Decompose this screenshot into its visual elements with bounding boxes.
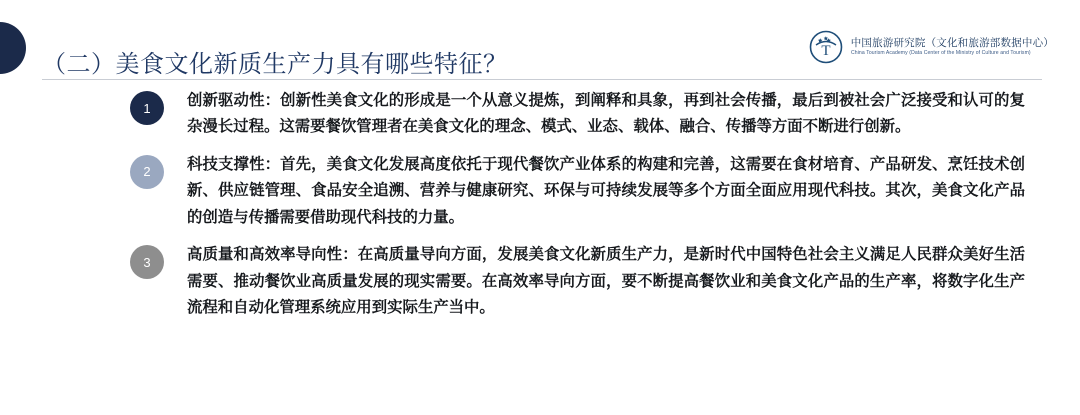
list-item-text: 首先，美食文化发展高度依托于现代餐饮产业体系的构建和完善，这需要在食材培育、产品研发、烹饪技术创新、供应链管理、食品安全追溯、营养与健康研究、环保与可持续发展等多个方面全面应用现代科技。其次，美食文化产品的创造与传播需要借助现代科技的力量。 <box>187 155 1025 226</box>
feature-list <box>130 88 1030 333</box>
page-title: （二）美食文化新质生产力具有哪些特征？ <box>42 52 508 78</box>
list-item-body <box>187 88 1025 141</box>
list-item <box>130 88 1030 141</box>
logo-name-en: China Tourism Academy (Data Center of the Ministry of Culture and Tourism) <box>850 50 1031 57</box>
svg-text:T: T <box>821 43 831 59</box>
list-item-text: 创新性美食文化的形成是一个从意义提炼，到阐释和具象，再到社会传播，最后到被社会广泛接受和认可的复杂漫长过程。这需要餐饮管理者在美食文化的理念、模式、业态、载体、融合、传播等方面不断进行创新。 <box>187 92 1025 136</box>
list-item-text: 在高质量导向方面，发展美食文化新质生产力，是新时代中国特色社会主义满足人民群众美好生活需要、推动餐饮业高质量发展的现实需要。在高效率导向方面，要不断提高餐饮业和美食文化产品的生产率，将数字化生产流程和自动化管理系统应用到实际生产当中。 <box>187 246 1025 317</box>
list-item-body <box>187 242 1025 321</box>
organization-logo <box>809 30 1054 64</box>
list-item-lead: 科技支撑性： <box>187 155 281 173</box>
list-item-number: 2 <box>130 155 164 189</box>
logo-name-cn: 中国旅游研究院（文化和旅游部数据中心） <box>850 37 1054 50</box>
list-item <box>130 242 1030 321</box>
list-item-lead: 创新驱动性： <box>187 92 281 109</box>
list-item <box>130 152 1030 231</box>
corner-accent-mark <box>0 22 26 74</box>
list-item-body <box>187 152 1025 231</box>
list-item-number: 1 <box>130 91 164 125</box>
tourism-academy-logo-icon <box>809 30 843 64</box>
title-divider <box>42 79 1042 80</box>
logo-text <box>851 37 1054 57</box>
list-item-lead: 高质量和高效率导向性： <box>187 246 358 264</box>
list-item-number: 3 <box>130 245 164 279</box>
